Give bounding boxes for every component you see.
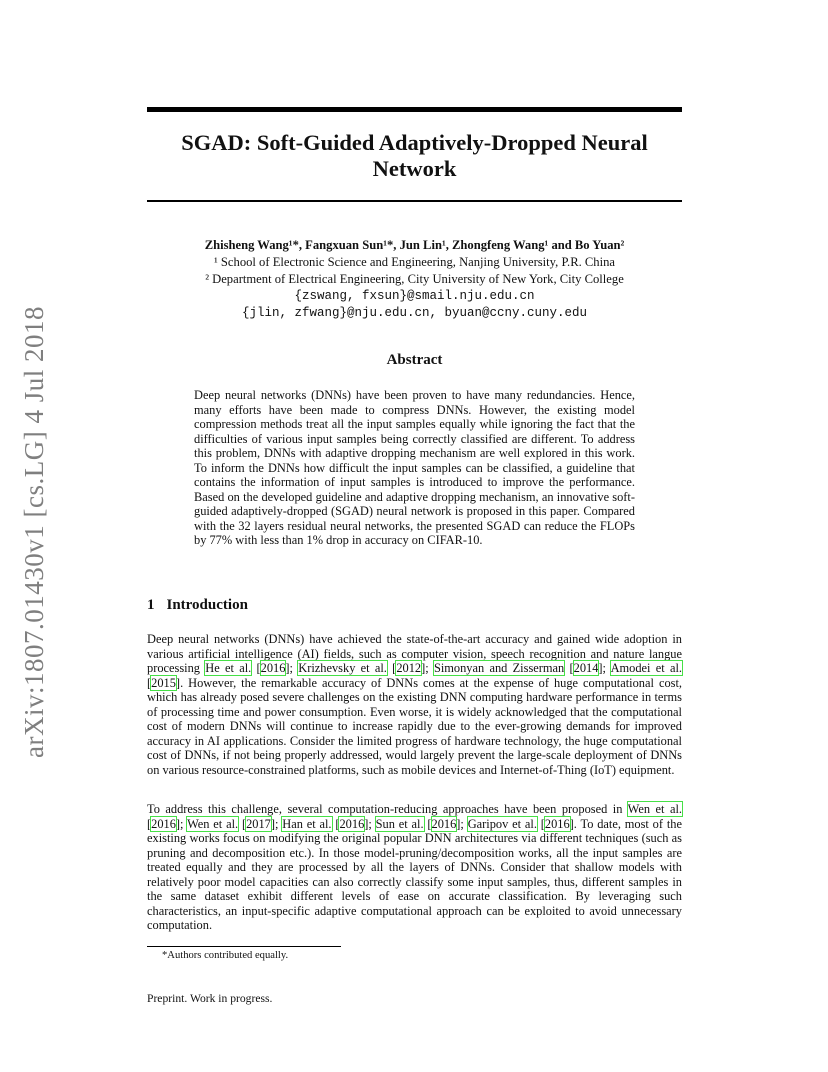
citation-link[interactable]: Sun et al.	[375, 816, 424, 831]
citation-link[interactable]: Han et al.	[282, 816, 332, 831]
author-names: Zhisheng Wang¹*, Fangxuan Sun¹*, Jun Lin¹, Zhongfeng Wang¹ and Bo Yuan²	[204, 238, 625, 252]
arxiv-identifier: arXiv:1807.01430v1 [cs.LG] 4 Jul 2018	[19, 306, 49, 758]
abstract-text: Deep neural networks (DNNs) have been proven to have many redundancies. Hence, many efforts have been made to compress DNNs. However, the existing model compression methods treat all the input samples equally while ignoring the fact that the difficulties of various input samples being correctly classified are different. To address this problem, DNNs with adaptive dropping mechanism are well explored in this work. To inform the DNNs how difficult the input samples can be classified, a guideline that contains the information of input samples is introduced to improve the performance. Based on the developed guideline and adaptive dropping mechanism, an innovative soft-guided adaptively-dropped (SGAD) neural network is proposed in this paper. Compared with the 32 layers residual neural networks, the presented SGAD can reduce the FLOPs by 77% with less than 1% drop in accuracy on CIFAR-10.	[194, 388, 635, 547]
citation-year-link[interactable]: 2016	[544, 816, 570, 831]
intro-paragraph-1: Deep neural networks (DNNs) have achieved the state-of-the-art accuracy and gained wide adoption in various artificial intelligence (AI) fields, such as computer vision, speech recognition and nature langue processing He et al. [2016]; Krizhevsky et al. [2012]; Simonyan and Zisserman [2014]; Amodei et al. [2015]. However, the remarkable accuracy of DNNs comes at the expense of huge computational cost, which has already posed severe challenges on the existing DNN computing hardware performance in terms of processing time and power consumption. Even worse, it is widely acknowledged that the computational cost of modern DNNs will continue to increase rapidly due to the ever-growing demands for improved accuracy in AI applications. Consider the limited progress of hardware technology, the huge computational cost of DNNs, if not being properly addressed, would largely prevent the large-scale deployment of DNNs on various resource-constrained platforms, such as mobile devices and Internet-of-Thing (IoT) equipment.	[147, 632, 683, 777]
title-line-1: SGAD: Soft-Guided Adaptively-Dropped Neural	[181, 130, 648, 155]
citation-year-link[interactable]: 2017	[246, 816, 271, 831]
citation-link[interactable]: Simonyan and Zisserman	[433, 661, 565, 675]
footnote: *Authors contributed equally.	[162, 950, 289, 961]
section-title: Introduction	[166, 597, 248, 613]
title-top-rule	[147, 107, 682, 112]
preprint-note: Preprint. Work in progress.	[147, 992, 273, 1005]
citation-link[interactable]: Wen et al.	[627, 802, 682, 816]
abstract-heading: Abstract	[386, 352, 443, 368]
paragraph-text: . However, the remarkable accuracy of DNNs comes at the expense of huge computational cost, which has already posed severe challenges on the existing DNN computing hardware performance in terms of processing time and power consumption. Even worse, it is widely acknowledged that the computational cost of modern DNNs will continue to increase rapidly due to the ever-growing demands for improved accuracy in AI applications. Consider the limited progress of hardware technology, the huge computational cost of DNNs, if not being properly addressed, would largely prevent the large-scale deployment of DNNs on various resource-constrained platforms, such as mobile devices and Internet-of-Thing (IoT) equipment.	[147, 675, 682, 777]
citation-year-link[interactable]: 2016	[431, 816, 457, 831]
affiliation-1: ¹ School of Electronic Science and Engineering, Nanjing University, P.R. China	[214, 255, 615, 269]
paper-title	[147, 130, 682, 182]
title-bottom-rule	[147, 200, 682, 202]
email-line-2: {jlin, zfwang}@nju.edu.cn, byuan@ccny.cuny.edu	[241, 306, 588, 320]
citation-year-link[interactable]: 2014	[573, 661, 599, 675]
citation-year-link[interactable]: 2016	[151, 816, 176, 831]
section-heading	[147, 597, 248, 614]
citation-link[interactable]: He et al.	[205, 661, 252, 675]
footnote-rule	[147, 946, 341, 947]
affiliation-2: ² Department of Electrical Engineering, City University of New York, City College	[205, 272, 624, 286]
citation-link[interactable]: Garipov et al.	[467, 816, 537, 831]
intro-paragraph-2: To address this challenge, several computation-reducing approaches have been proposed in Wen et al. [2016]; Wen et al. [2017]; Han et al. [2016]; Sun et al. [2016]; Garipov et al. [2016]. To date, most of the existing works focus on modifying the original popular DNN architectures via different techniques (such as pruning and decomposition etc.). In those model-pruning/decomposition works, all the input samples are treated equally and they are processed by all the layers of DNNs. Consider that shallow models with relatively poor model capacities can also correctly classify some input samples, thus, different samples in the same dataset exhibit different levels of ease on accurate classification. By leveraging such characteristics, an input-specific adaptive computational approach can be exploited to avoid unnecessary computation.	[147, 802, 682, 932]
citation-year-link[interactable]: 2015	[151, 675, 176, 690]
citation-year-link[interactable]: 2016	[339, 816, 365, 831]
citation-link[interactable]: Wen et al.	[187, 816, 239, 831]
paragraph-text: To address this challenge, several computation-reducing approaches have been proposed in	[147, 802, 628, 816]
citation-link[interactable]: Krizhevsky et al.	[298, 661, 387, 675]
title-line-2: Network	[372, 156, 457, 181]
citation-link[interactable]: Amodei et al.	[610, 661, 683, 675]
section-number: 1	[147, 597, 155, 613]
email-line-1: {zswang, fxsun}@smail.nju.edu.cn	[294, 289, 535, 303]
citation-year-link[interactable]: 2012	[396, 661, 422, 675]
author-block	[147, 237, 682, 322]
paragraph-text: Deep neural networks (DNNs) have achieved the state-of-the-art accuracy and gained wide adoption in various artificial intelligence (AI) fields, such as computer vision, speech recognition and nature langue processing	[147, 632, 682, 675]
paragraph-text: . To date, most of the existing works focus on modifying the original popular DNN architectures via different techniques (such as pruning and decomposition etc.). In those model-pruning/decomposition works, all the input samples are treated equally and they are processed by all the layers of DNNs. Consider that shallow models with relatively poor model capacities can also correctly classify some input samples, thus, different samples in the same dataset exhibit different levels of ease on accurate classification. By leveraging such characteristics, an input-specific adaptive computational approach can be exploited to avoid unnecessary computation.	[147, 816, 682, 932]
citation-year-link[interactable]: 2016	[260, 661, 286, 675]
